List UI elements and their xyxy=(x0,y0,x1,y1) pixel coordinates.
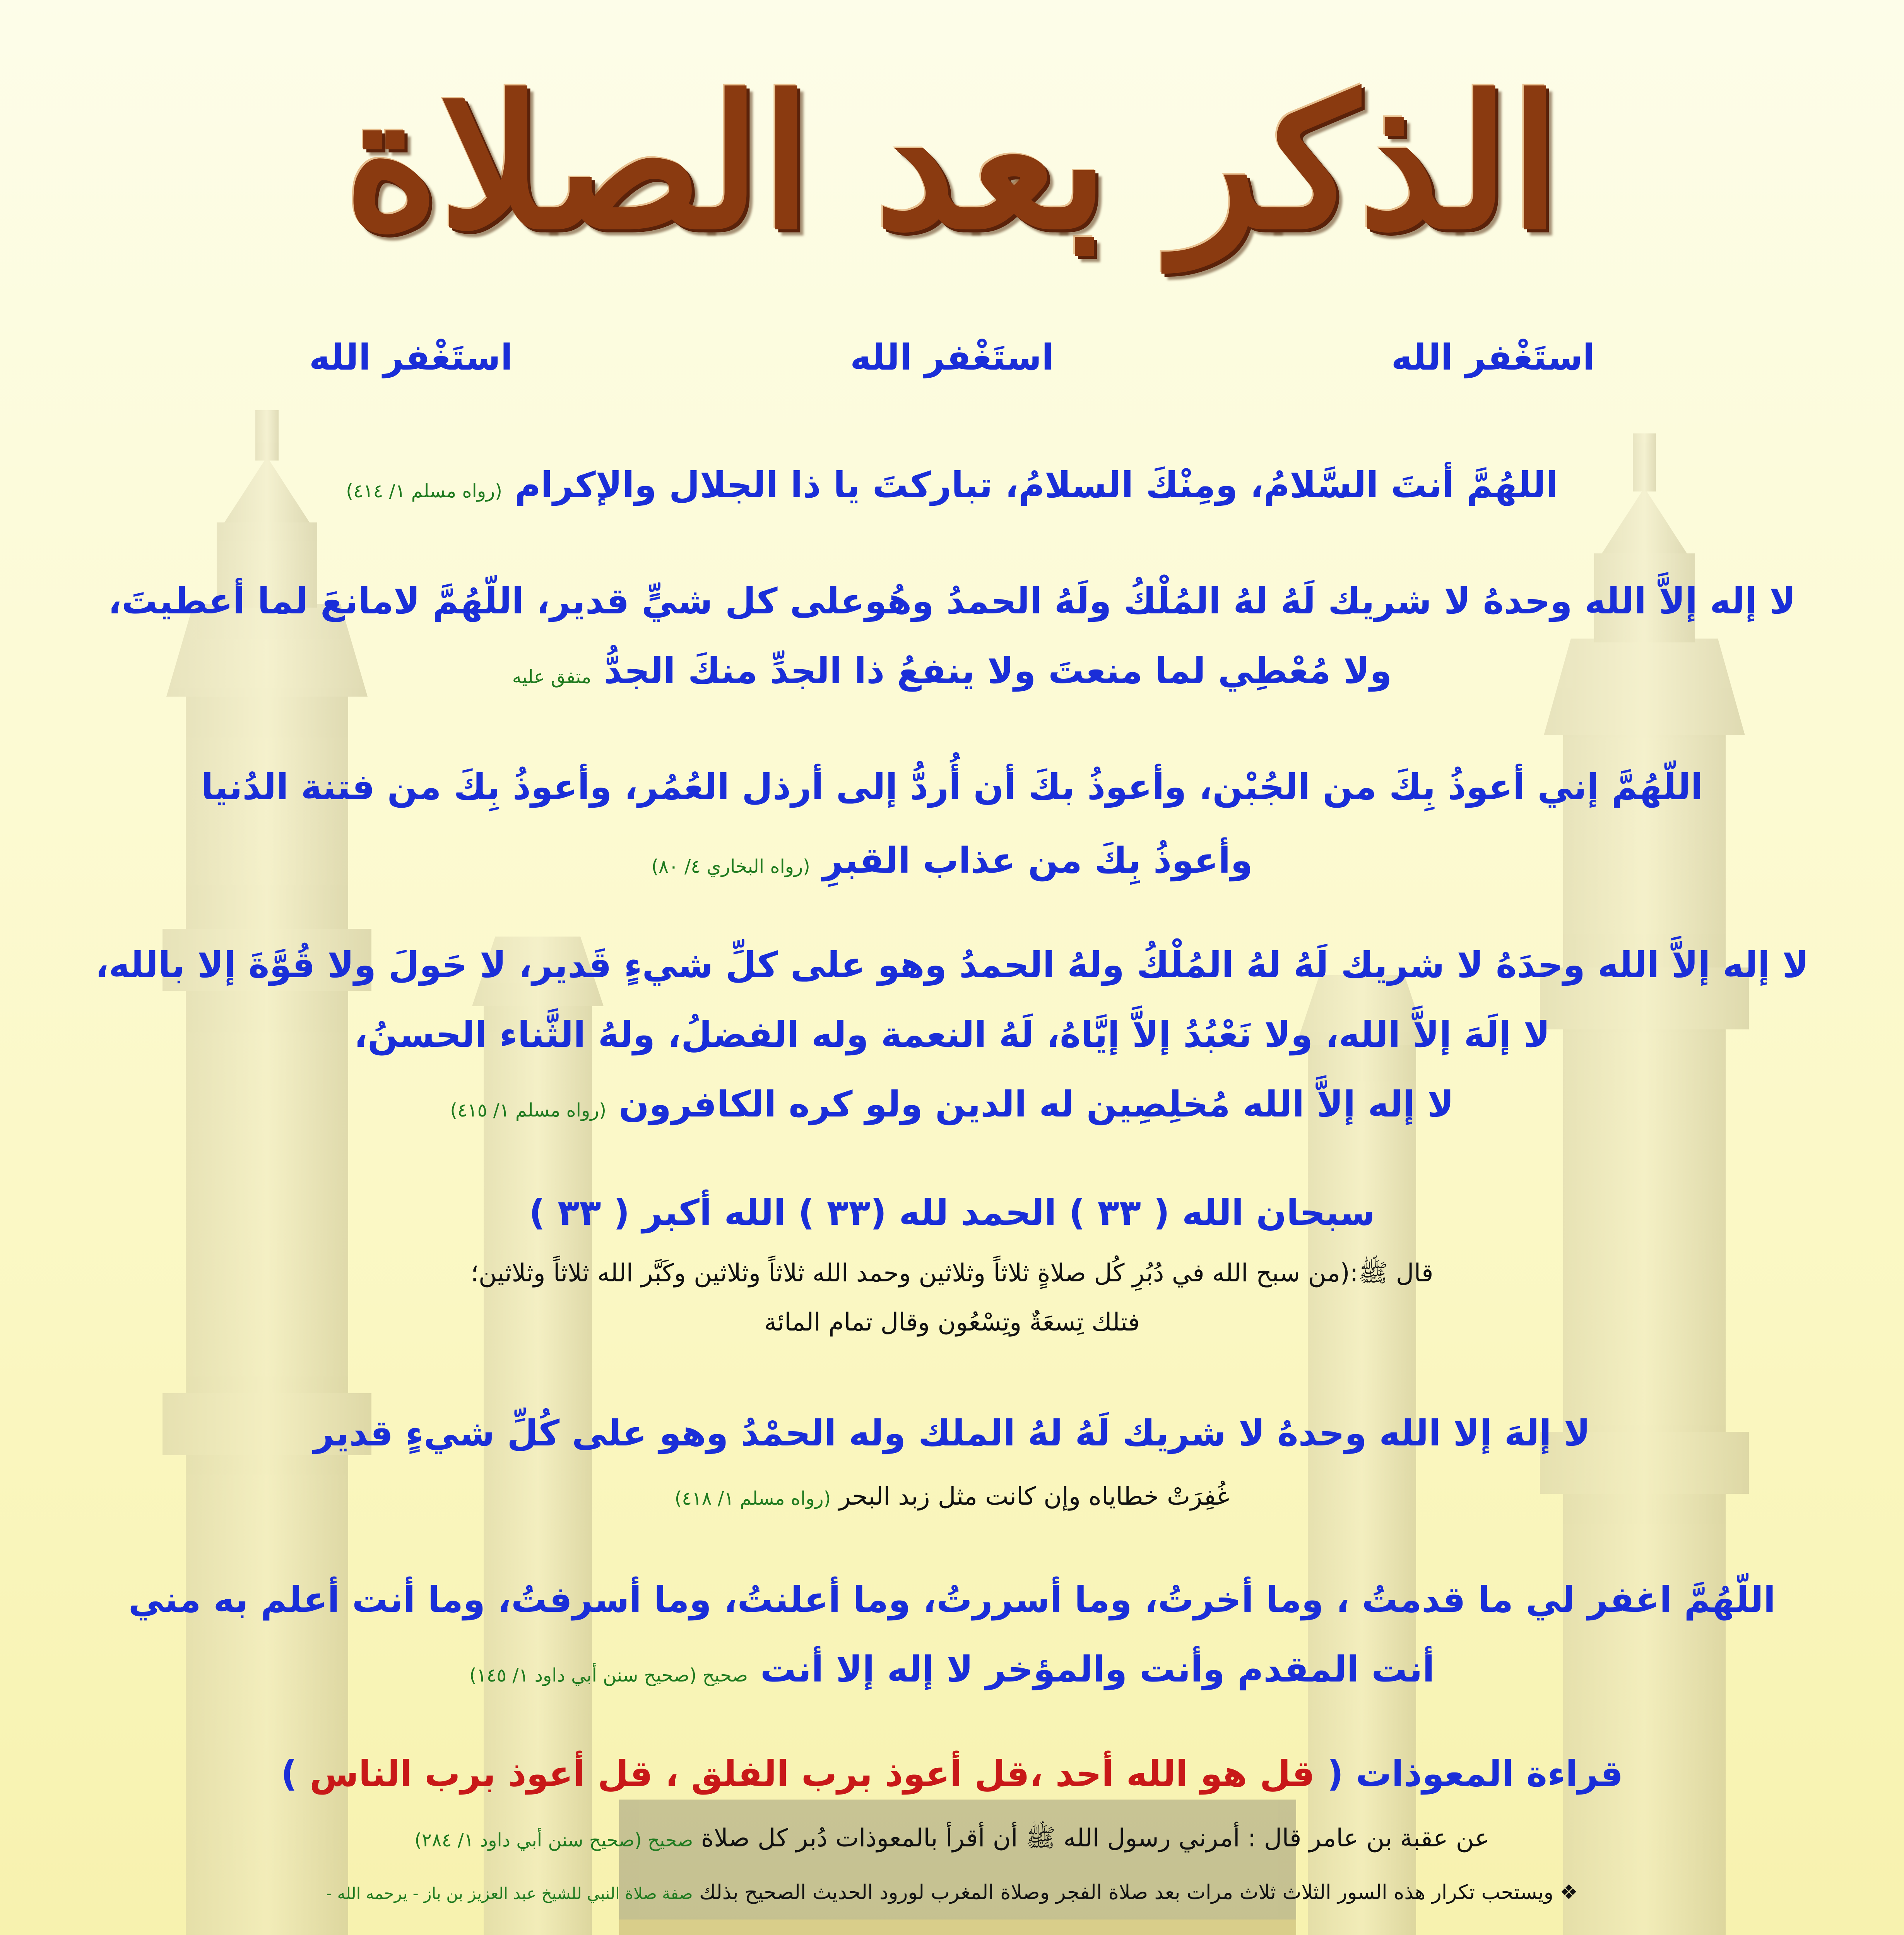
tasbih-line: سبحان الله ( ٣٣ ) الحمد لله (٣٣ ) الله أكبر ( ٣٣ ) xyxy=(529,1192,1375,1233)
muawwidhat-heading-a: قراءة المعوذات ( xyxy=(1327,1753,1623,1795)
istighfar-1: استَغْفر الله xyxy=(1391,337,1595,378)
muawwidhat-surahs: قل هو الله أحد ،قل أعوذ برب الفلق ، قل أعوذ برب الناس xyxy=(309,1753,1315,1795)
muawwidhat-note-ref: صفة صلاة النبي للشيخ عبد العزيز بن باز - يرحمه الله - xyxy=(326,1884,693,1903)
tasbih-hadith-1: قال ﷺ:(من سبح الله في دُبُرِ كُل صلاةٍ ثلاثاً وثلاثين وحمد الله ثلاثاً وثلاثين وكَبَّر الله ثلاثاً وثلاثين؛ xyxy=(470,1259,1434,1288)
tasbih-hadith-2: فتلك تِسعَةٌ وتِسْعُون وقال تمام المائة xyxy=(764,1308,1140,1337)
istighfar-dua-line1: اللّهُمَّ اغفر لي ما قدمتُ ، وما أخرتُ، وما أسررتُ، وما أعلنتُ، وما أسرفتُ، وما أنت أعلم به مني xyxy=(128,1579,1776,1620)
muawwidhat-hadith: عن عقبة بن عامر قال : أمرني رسول الله ﷺ أن أقرأ بالمعوذات دُبر كل صلاة xyxy=(701,1824,1490,1853)
tahlil-ref: (رواه مسلم ١/ ٤١٨) xyxy=(674,1488,831,1509)
dhikr-4-ref: (رواه مسلم ١/ ٤١٥) xyxy=(450,1099,607,1121)
dhikr-1-ref: (رواه مسلم ١/ ٤١٤) xyxy=(346,480,502,502)
muawwidhat-heading xyxy=(0,1753,1904,1795)
dhikr-2-ref: متفق عليه xyxy=(512,666,592,688)
dhikr-3-ref: (رواه البخاري ٤/ ٨٠) xyxy=(651,856,810,877)
tahlil-sub-text: غُفِرَتْ خطاياه وإن كانت مثل زبد البحر xyxy=(838,1482,1230,1511)
istighfar-dua-ref: صحيح (صحيح سنن أبي داود ١/ ١٤٥) xyxy=(469,1664,748,1686)
dhikr-2-line1: لا إله إلاَّ الله وحدهُ لا شريك لَهُ لهُ المُلْكُ ولَهُ الحمدُ وهُوعلى كل شيٍّ قدير، اللّهُمَّ لامانعَ لما أعطيتَ، xyxy=(108,580,1796,622)
tahlil-line: لا إلهَ إلا الله وحدهُ لا شريك لَهُ لهُ الملك وله الحمْدُ وهو على كُلِّ شيءٍ قدير xyxy=(313,1413,1591,1454)
dhikr-1-text: اللهُمَّ أنتَ السَّلامُ، ومِنْكَ السلامُ، تباركتَ يا ذا الجلال والإكرام xyxy=(514,464,1558,506)
muawwidhat-heading-b: ) xyxy=(281,1753,297,1795)
istighfar-row xyxy=(0,337,1904,378)
dhikr-1 xyxy=(0,464,1904,506)
page-title: الذكر بعد الصلاة xyxy=(344,56,1560,269)
dhikr-3-line1: اللّهُمَّ إني أعوذُ بِكَ من الجُبْن، وأعوذُ بكَ أن أُردُّ إلى أرذل العُمُر، وأعوذُ بِكَ من فتنة الدُنيا xyxy=(201,766,1703,808)
tahlil-sub xyxy=(0,1482,1904,1511)
istighfar-dua-line2 xyxy=(0,1649,1904,1690)
muawwidhat-ref: صحيح (صحيح سنن أبي داود ١/ ٢٨٤) xyxy=(414,1829,693,1851)
dhikr-4-text: لا إله إلاَّ الله مُخلِصِين له الدين ولو كره الكافرون xyxy=(619,1084,1454,1125)
dhikr-3-line2 xyxy=(0,840,1904,881)
dhikr-2-line2 xyxy=(0,650,1904,692)
muawwidhat-note: ❖ ويستحب تكرار هذه السور الثلاث ثلاث مرات بعد صلاة الفجر وصلاة المغرب لورود الحديث الصحيح بذلك xyxy=(699,1881,1578,1904)
istighfar-3: استَغْفر الله xyxy=(309,337,513,378)
istighfar-dua-text: أنت المقدم وأنت والمؤخر لا إله إلا أنت xyxy=(760,1649,1435,1690)
istighfar-2: استَغْفر الله xyxy=(850,337,1054,378)
dhikr-4-line1: لا إله إلاَّ الله وحدَهُ لا شريك لَهُ لهُ المُلْكُ ولهُ الحمدُ وهو على كلِّ شيءٍ قَدير، لا حَولَ ولا قُوَّةَ إلا بالله، xyxy=(95,944,1809,986)
muawwidhat-note-row xyxy=(0,1881,1904,1904)
dhikr-4-line3 xyxy=(0,1084,1904,1125)
muawwidhat-hadith-row xyxy=(0,1823,1904,1859)
dhikr-3-text: وأعوذُ بِكَ من عذاب القبرِ xyxy=(822,840,1253,881)
dhikr-4-line2: لا إلَهَ إلاَّ الله، ولا نَعْبُدُ إلاَّ إيَّاهُ، لَهُ النعمة وله الفضلُ، ولهُ الثَّناء الحسنُ، xyxy=(354,1014,1550,1055)
dhikr-2-text: ولا مُعْطِي لما منعتَ ولا ينفعُ ذا الجدِّ منكَ الجدُّ xyxy=(604,650,1392,692)
